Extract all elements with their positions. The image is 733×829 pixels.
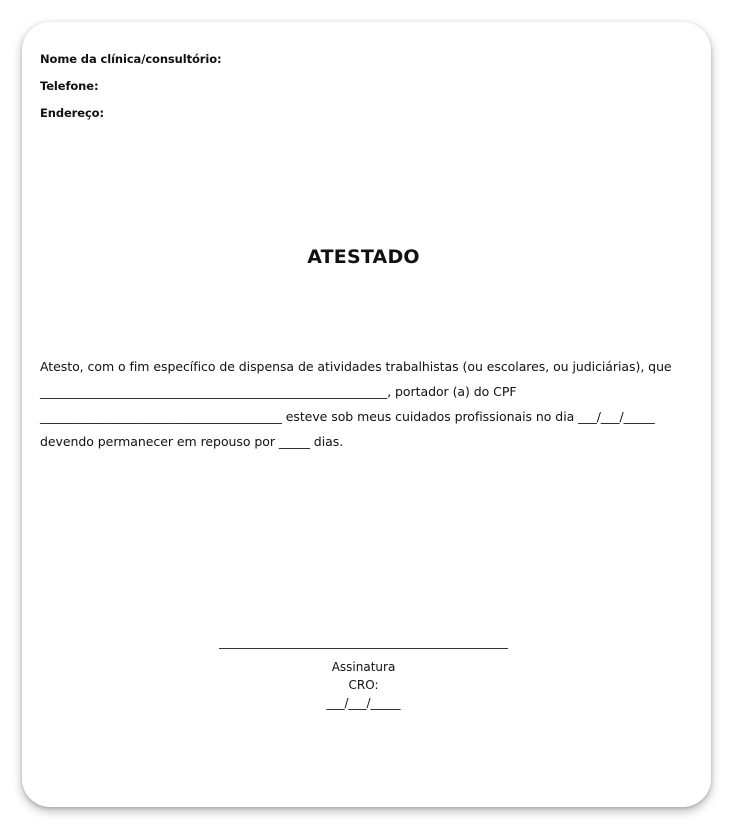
signature-date-placeholder: ___/___/_____ <box>326 696 401 710</box>
body-line-4: devendo permanecer em repouso por _____ dias. <box>40 434 344 449</box>
document-title: ATESTADO <box>307 246 420 268</box>
address-label: Endereço: <box>40 106 104 120</box>
signature-label: Assinatura <box>331 660 396 674</box>
cro-label: CRO: <box>348 678 379 692</box>
phone-label: Telefone: <box>40 79 99 93</box>
document-page <box>22 22 711 807</box>
body-line-1: Atesto, com o fim específico de dispensa de atividades trabalhistas (ou escolares, ou judiciárias), que <box>40 359 672 374</box>
body-line-2: ________________________________________________________, portador (a) do CPF <box>40 384 517 399</box>
clinic-name-label: Nome da clínica/consultório: <box>40 52 222 66</box>
signature-line <box>219 648 508 649</box>
body-line-3: _______________________________________ esteve sob meus cuidados profissionais no dia ___/___/_____ <box>40 409 655 424</box>
